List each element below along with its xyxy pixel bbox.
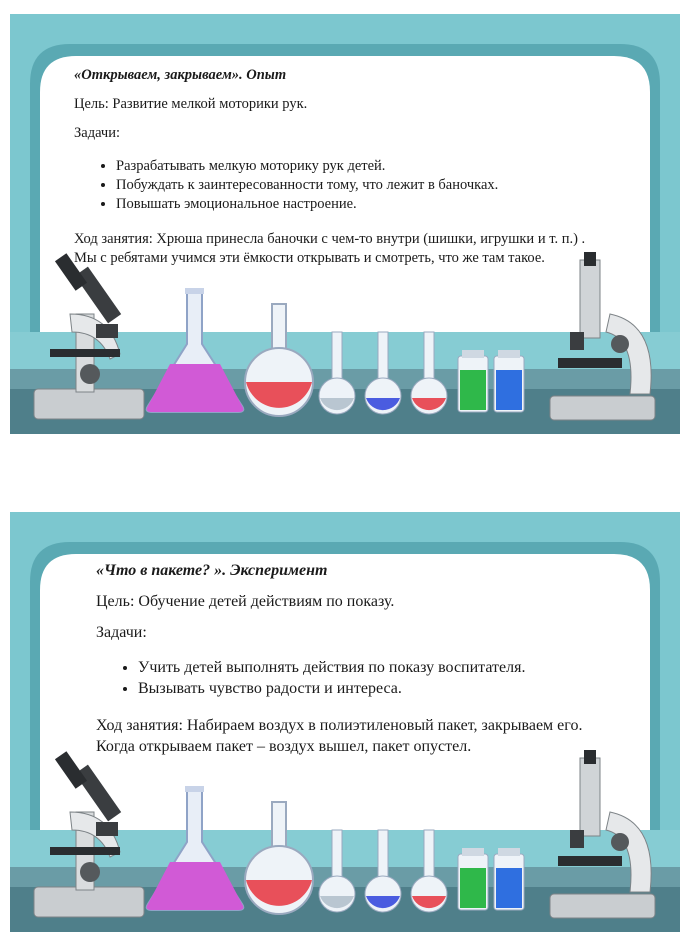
tasks-label: Задачи: xyxy=(96,624,147,641)
flask-red-icon xyxy=(245,304,313,416)
task-item: • Разрабатывать мелкую моторику рук детей. xyxy=(116,157,594,176)
microscope-icon-right xyxy=(550,750,655,918)
task-item: • Вызывать чувство радости и интереса. xyxy=(138,678,616,699)
jar-green-icon xyxy=(458,848,488,910)
flask-red-icon xyxy=(245,802,313,914)
lesson-card-1 xyxy=(10,14,680,434)
flask-blue-icon xyxy=(365,830,401,912)
task-item: • Побуждать к заинтересованности тому, что лежит в баночках. xyxy=(116,176,594,195)
flask-purple-icon xyxy=(147,288,244,412)
flask-red-small-icon xyxy=(411,830,447,912)
microscope-icon-left xyxy=(34,253,144,419)
microscope-icon-left xyxy=(34,751,144,917)
jar-blue-icon xyxy=(494,848,524,910)
jar-blue-icon xyxy=(494,350,524,412)
card-goal: Цель: Развитие мелкой моторики рук. xyxy=(74,96,308,112)
card-title: «Что в пакете? ». Эксперимент xyxy=(96,562,328,579)
lesson-description: Ход занятия: Набираем воздух в полиэтиленовый пакет, закрываем его. Когда открываем пакет – воздух вышел, пакет опустел. xyxy=(96,717,583,755)
task-item: • Учить детей выполнять действия по показу воспитателя. xyxy=(138,657,616,678)
task-item: • Повышать эмоциональное настроение. xyxy=(116,195,594,214)
lesson-card-2 xyxy=(10,512,680,932)
tasks-label: Задачи: xyxy=(74,125,121,141)
lesson-description: Ход занятия: Хрюша принесла баночки с чем-то внутри (шишки, игрушки и т. п.) . Мы с ребятами учимся эти ёмкости открывать и смотреть, что же там такое. xyxy=(74,231,586,266)
lab-equipment-illustration xyxy=(10,14,680,434)
card-title: «Открываем, закрываем». Опыт xyxy=(74,67,287,83)
lab-equipment-illustration xyxy=(10,512,680,932)
flask-clear-icon xyxy=(319,830,355,912)
flask-blue-icon xyxy=(365,332,401,414)
jar-green-icon xyxy=(458,350,488,412)
microscope-icon-right xyxy=(550,252,655,420)
flask-clear-icon xyxy=(319,332,355,414)
flask-purple-icon xyxy=(147,786,244,910)
flask-red-small-icon xyxy=(411,332,447,414)
card-goal: Цель: Обучение детей действиям по показу. xyxy=(96,593,395,610)
